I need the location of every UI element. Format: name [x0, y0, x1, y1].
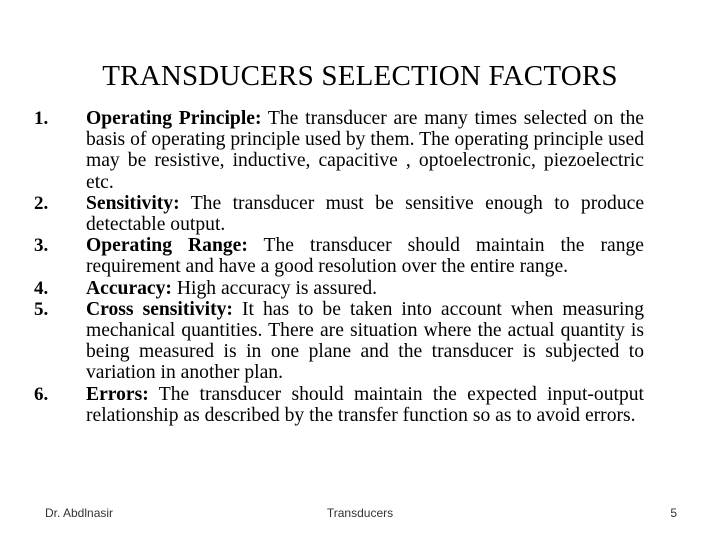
footer-author: Dr. Abdlnasir — [45, 506, 114, 520]
item-text: The transducer should maintain the expected input-output relationship as described by the transfer function so as to avoid errors. — [86, 383, 644, 426]
item-number: 3. — [34, 235, 49, 257]
item-body — [86, 384, 644, 426]
footer-topic: Transducers — [326, 506, 394, 520]
item-number: 6. — [34, 383, 49, 405]
list-item — [34, 299, 644, 384]
slide-title: TRANSDUCERS SELECTION FACTORS — [102, 60, 618, 92]
item-number: 5. — [34, 298, 49, 320]
item-body — [86, 193, 644, 235]
item-text: It has to be taken into account when measuring mechanical quantities. There are situation where the actual quantity is being measured is in one plane and the transducer is subjected to variation in another plan. — [86, 298, 644, 384]
list-item — [34, 384, 644, 426]
item-term: Operating Principle: — [86, 108, 262, 129]
item-body — [86, 235, 644, 277]
item-text: High accuracy is assured. — [176, 277, 378, 299]
item-term: Accuracy: — [86, 277, 172, 299]
item-number: 4. — [34, 277, 49, 299]
selection-factors-list — [34, 108, 644, 426]
item-number: 2. — [34, 192, 49, 214]
item-term: Errors: — [86, 383, 149, 405]
item-term: Operating Range: — [86, 235, 248, 257]
list-item — [34, 278, 644, 299]
item-text: The transducer are many times selected on the basis of operating principle used by them. The operating principle used may be resistive, inductive, capacitive , optoelectronic, piezoelectric etc. — [86, 108, 644, 193]
footer-page-number: 5 — [670, 506, 677, 520]
item-body — [86, 108, 644, 193]
list-item — [34, 193, 644, 235]
list-item — [34, 235, 644, 277]
item-text: The transducer should maintain the range requirement and have a good resolution over the entire range. — [86, 235, 644, 278]
item-body — [86, 299, 644, 384]
item-text: The transducer must be sensitive enough to produce detectable output. — [86, 192, 645, 236]
item-body — [86, 278, 644, 299]
item-term: Cross sensitivity: — [86, 298, 233, 320]
item-number: 1. — [34, 108, 49, 129]
list-item — [34, 108, 644, 193]
item-term: Sensitivity: — [86, 192, 180, 214]
